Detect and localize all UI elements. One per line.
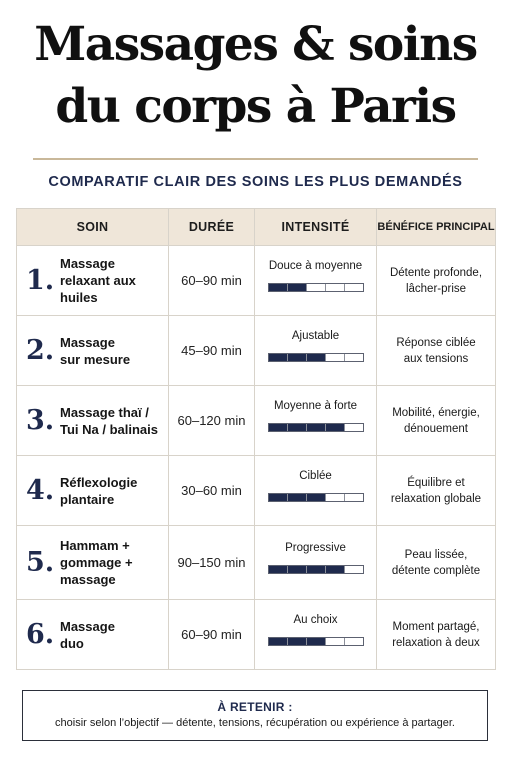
soin-number: 2. [26,335,55,366]
benefit-line: aux tensions [403,352,469,365]
soin-name [60,537,133,588]
duration-cell: 90–150 min [169,526,255,600]
intensity-label: Au choix [293,613,338,626]
intensity-bar [268,423,364,432]
soin-name-line: massage [60,572,116,587]
soin-cell [17,386,169,456]
soin-name-line: Massage [60,334,115,350]
benefit-line: Peau lissée, [404,548,468,561]
intensity-segment [345,494,363,501]
soin-number: 4. [26,475,55,506]
intensity-bar [268,283,364,292]
benefit-line: Équilibre et [407,476,465,489]
intensity-segment [345,566,363,573]
table-row [17,386,496,456]
benefit-line: Moment partagé, [392,620,480,633]
benefit-cell [377,246,496,316]
duration-cell: 30–60 min [169,456,255,526]
duration-cell: 60–90 min [169,246,255,316]
benefit-line: relaxation globale [390,492,482,505]
benefit-line: Réponse ciblée [396,336,476,349]
benefit-line: Détente profonde, [389,266,483,279]
benefit-cell [377,456,496,526]
intensity-segment [345,424,363,431]
table-row [17,600,496,670]
soin-number: 1. [26,265,55,296]
intensity-segment [307,566,326,573]
intensity-bar [268,493,364,502]
intensity-segment [288,424,307,431]
soin-number: 3. [26,405,55,436]
page-subtitle: COMPARATIF CLAIR DES SOINS LES PLUS DEMANDÉS [48,174,463,190]
comparison-table [16,208,496,670]
intensity-segment [345,638,363,645]
soin-name-line: Tui Na / balinais [60,421,159,437]
intensity-segment [288,638,307,645]
benefit-line: Mobilité, énergie, [392,406,480,419]
intensity-segment [269,638,288,645]
table-row [17,456,496,526]
table-row [17,246,496,316]
column-header-duree: DURÉE [169,209,255,246]
benefit-cell [377,316,496,386]
intensity-segment [326,494,345,501]
column-header-intensite: INTENSITÉ [255,209,377,246]
intensity-segment [326,638,345,645]
intensity-segment [326,424,345,431]
benefit-cell [377,600,496,670]
intensity-label: Ajustable [291,329,340,342]
benefit-line: détente complète [391,564,481,577]
intensity-cell [255,246,377,316]
page-title [0,14,511,138]
intensity-bar [268,353,364,362]
intensity-segment [307,354,326,361]
intensity-cell [255,600,377,670]
column-header-benefice: BÉNÉFICE PRINCIPAL [377,209,496,246]
table-header-row [17,209,496,246]
soin-name-line: gommage + [60,555,133,570]
intensity-segment [269,354,288,361]
soin-name-line: Massage thaï / [60,404,149,420]
intensity-cell [255,316,377,386]
intensity-segment [307,424,326,431]
soin-name [60,255,168,306]
benefit-line: lâcher-prise [405,282,467,295]
soin-name-line: Réflexologie [60,474,138,490]
duration-cell: 45–90 min [169,316,255,386]
soin-cell [17,600,169,670]
soin-cell [17,316,169,386]
intensity-segment [269,566,288,573]
column-header-soin: SOIN [17,209,169,246]
intensity-label: Douce à moyenne [268,259,363,272]
title-line-2: du corps à Paris [55,79,456,134]
soin-cell [17,246,169,316]
soin-name-line: sur mesure [60,351,131,367]
intensity-cell [255,456,377,526]
takeaway-heading: À RETENIR : [217,700,293,714]
intensity-segment [326,284,345,291]
soin-name-line: Massage [60,256,115,271]
soin-name-line: Hammam + [60,538,130,553]
soin-cell [17,456,169,526]
table-row [17,526,496,600]
table-row [17,316,496,386]
intensity-bar [268,637,364,646]
intensity-segment [326,354,345,361]
soin-name [60,334,130,368]
benefit-line: dénouement [404,422,468,435]
intensity-segment [288,494,307,501]
intensity-segment [307,494,326,501]
soin-number: 6. [26,619,55,650]
soin-name [60,474,137,508]
benefit-line: relaxation à deux [392,636,480,649]
benefit-cell [377,386,496,456]
intensity-segment [288,566,307,573]
intensity-segment [288,354,307,361]
intensity-segment [345,354,363,361]
soin-cell [17,526,169,600]
soin-name-line: plantaire [60,491,115,507]
intensity-segment [345,284,363,291]
intensity-segment [288,284,307,291]
intensity-segment [269,424,288,431]
takeaway-box [22,690,488,741]
intensity-segment [326,566,345,573]
intensity-cell [255,526,377,600]
soin-name [60,618,115,652]
intensity-label: Progressive [285,541,346,554]
intensity-label: Moyenne à forte [273,399,358,412]
title-line-1: Massages & soins [34,17,477,72]
intensity-segment [307,638,326,645]
soin-number: 5. [26,547,55,578]
intensity-bar [268,565,364,574]
intensity-label: Ciblée [299,469,332,482]
takeaway-text: choisir selon l’objectif — détente, tensions, récupération ou expérience à partager. [55,717,455,729]
intensity-segment [269,494,288,501]
soin-name-line: duo [60,635,84,651]
intensity-segment [269,284,288,291]
soin-name-line: Massage [60,618,115,634]
intensity-segment [307,284,326,291]
duration-cell: 60–120 min [169,386,255,456]
soin-name-line: relaxant aux huiles [60,273,136,305]
intensity-cell [255,386,377,456]
divider [33,158,478,160]
benefit-cell [377,526,496,600]
soin-name [60,404,158,438]
duration-cell: 60–90 min [169,600,255,670]
